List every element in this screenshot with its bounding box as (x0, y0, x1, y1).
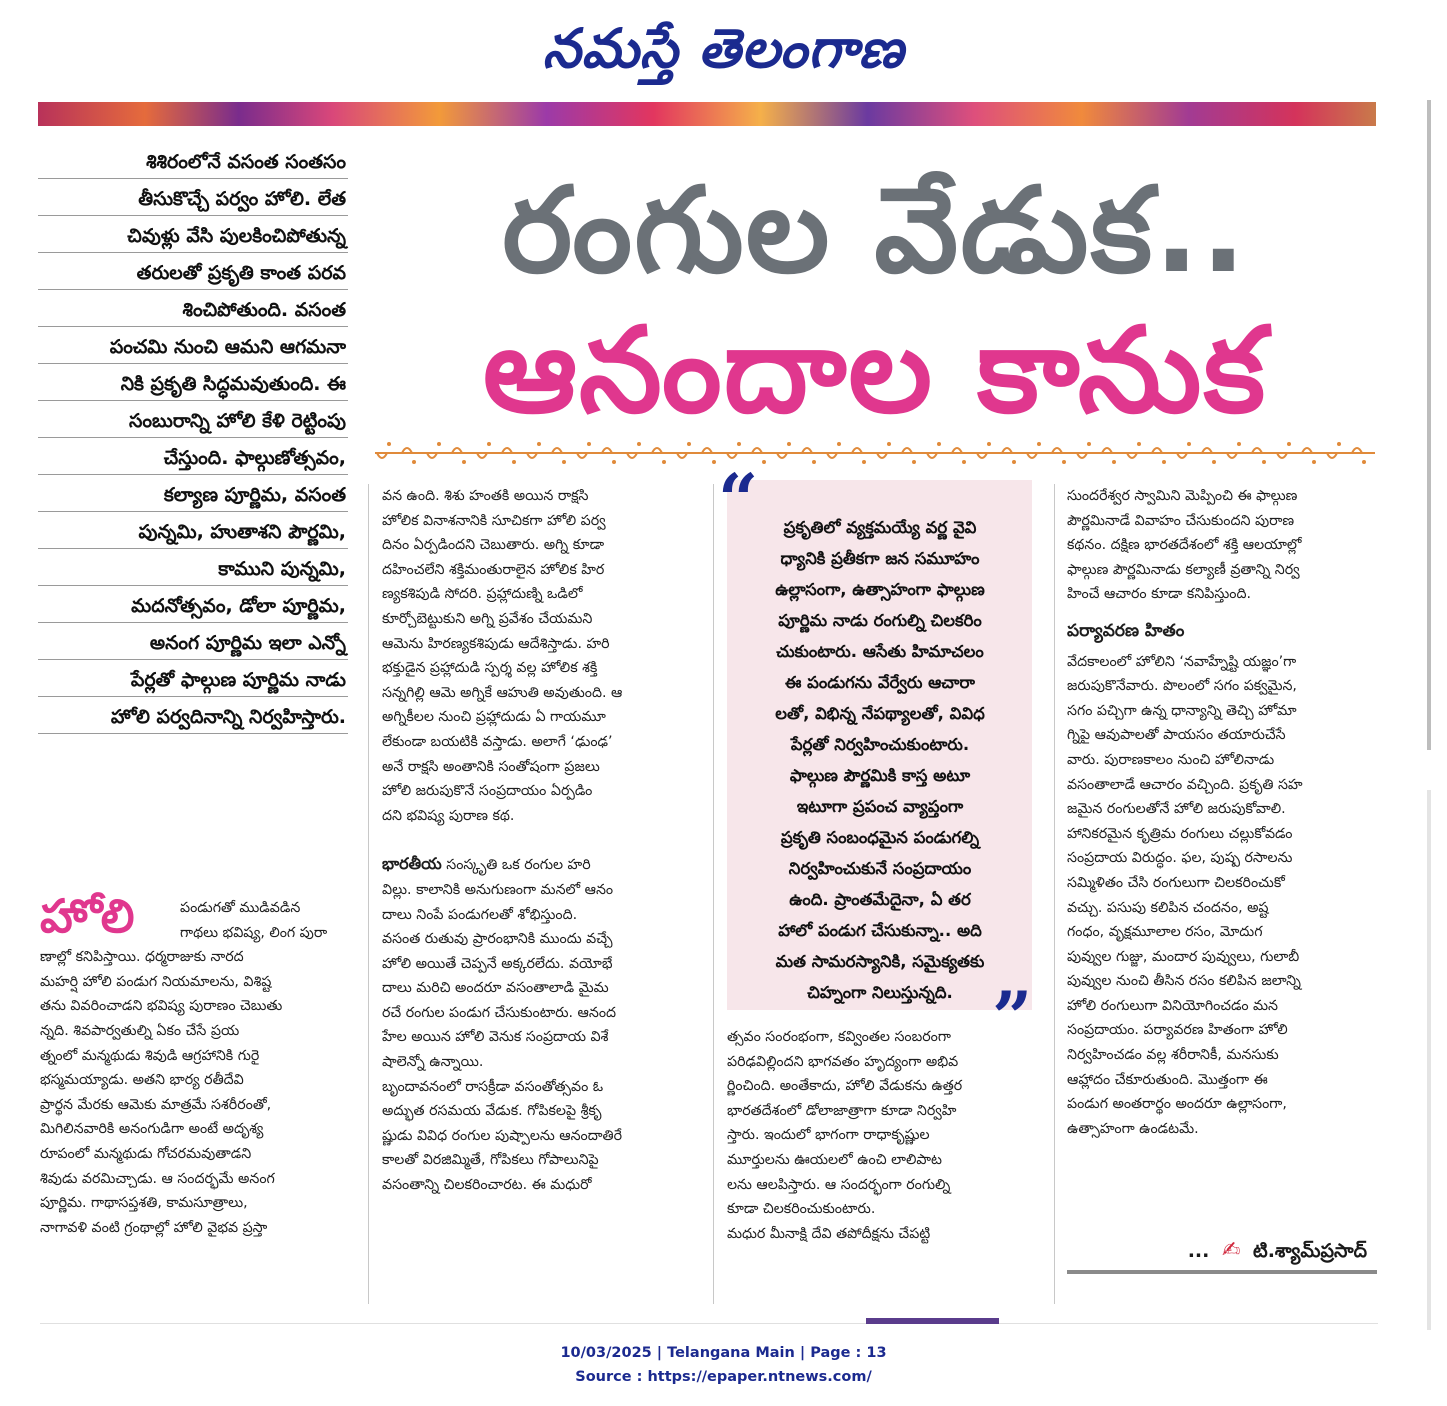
intro-line: పున్నమి, హుతాశని పౌర్ణమి, (38, 516, 348, 549)
intro-line: కల్యాణ పూర్ణిమ, వసంత (38, 479, 348, 512)
article-column-4 (1067, 484, 1377, 1141)
ornament-border (375, 440, 1375, 466)
article-line: రచే రంగుల పండుగ చేసుకుంటారు. ఆనంద (382, 1004, 617, 1021)
article-line: పౌర్ణమినాడే వివాహం చేసుకుందని పురాణ (1067, 512, 1295, 529)
article-line: సంప్రదాయ విరుద్ధం. ఫల, పుష్ప రసాలను (1067, 850, 1293, 867)
pen-icon: ✍ (1221, 1238, 1241, 1263)
article-line: మధుర మీనాక్షి దేవి తపోదీక్షను చేపట్టి (727, 1225, 931, 1242)
pull-quote-text (740, 512, 1020, 1008)
intro-line: చివుళ్లు వేసి పులకించిపోతున్న (38, 220, 348, 253)
quote-line: ప్రకృతి సంబంధమైన పండుగల్ని (780, 828, 980, 847)
intro-line: పంచమి నుంచి ఆమని ఆగమనా (38, 331, 348, 364)
article-line: దాలు నింపే పండుగలతో శోభిస్తుంది. (382, 906, 578, 923)
article-line: లేకుండా బయటికి వస్తాడు. అలాగే ‘ఢుంఢ’ (382, 733, 613, 750)
article-line: గాథలు భవిష్య, లింగ పురా (180, 924, 328, 941)
ornament-dot (512, 460, 516, 464)
quote-line: ఈ పండుగను వేర్వేరు ఆచారా (785, 673, 975, 692)
article-line: వన ఉంది. శిశు హంతకి అయిన రాక్షసి (382, 488, 589, 504)
ornament-dot (962, 460, 966, 464)
quote-line: ఉంది. ప్రాంతమేదైనా, ఏ తర (789, 890, 971, 909)
ornament-dot (787, 442, 791, 446)
article-column-2 (382, 484, 702, 1198)
quote-line: చుకుంటారు. ఆసేతు హిమాచలం (776, 642, 984, 661)
article-line: పువ్వుల నుంచి తీసిన రసం కలిపిన జలాన్ని (1067, 973, 1301, 990)
ornament-dot (487, 442, 491, 446)
ornament-dot (912, 460, 916, 464)
quote-line: హాలో పండుగ చేసుకున్నా.. అది (778, 921, 982, 940)
article-line: ష్ణుడు వివిధ రంగుల పుష్పాలను ఆనందాతిరే (382, 1127, 623, 1144)
ornament-dot (862, 460, 866, 464)
article-line: దని భవిష్య పురాణ కథ. (382, 807, 515, 824)
quote-line: మత సామరస్యానికి, సమైక్యతకు (775, 952, 985, 971)
column-divider (368, 484, 369, 1304)
quote-line: లతో, విభిన్న నేపథ్యాలతో, వివిధ (775, 704, 985, 723)
intro-line: మదనోత్సవం, డోలా పూర్ణిమ, (38, 590, 348, 623)
intro-line: హోలి పర్వదినాన్ని నిర్వహిస్తారు. (38, 701, 348, 734)
article-line: షాలెన్నో ఉన్నాయి. (382, 1054, 484, 1071)
color-banner (38, 102, 1376, 126)
article-line: నిర్వహించడం వల్ల శరీరానికీ, మనసుకు (1067, 1047, 1279, 1064)
ornament-dot (1262, 460, 1266, 464)
intro-line: శించిపోతుంది. వసంత (38, 294, 348, 327)
article-line: దినం ఏర్పడిందని చెబుతారు. అగ్ని కూడా (382, 537, 605, 554)
article-line: కూడా చిలకరించుకుంటారు. (727, 1201, 876, 1218)
article-line: గంధం, వృక్షమూలాల రసం, మోదుగ (1067, 924, 1263, 941)
article-line: హోలి అయితే చెప్పనే అక్కరలేదు. వయోభే (382, 955, 613, 972)
intro-column (38, 146, 348, 738)
footer (0, 1341, 1447, 1389)
ornament-dot (1337, 442, 1341, 446)
article-line: అగ్నికీలల నుంచి ప్రహ్లాదుడు ఏ గాయమూ (382, 709, 606, 726)
ornament-dot (1087, 442, 1091, 446)
footer-mark (866, 1318, 999, 1324)
article-line: ణ్యకశిపుడి సోదరి. ప్రహ్లాదుణ్ని ఒడిలో (382, 586, 583, 603)
quote-line: నిర్వహించుకునే సంప్రదాయం (788, 859, 972, 878)
footer-source: Source : https://epaper.ntnews.com/ (575, 1369, 872, 1385)
ornament-dot (1012, 460, 1016, 464)
ornament-dot (837, 442, 841, 446)
article-column-3 (727, 1025, 1049, 1246)
quote-line: ధ్యానికి ప్రతీకగా జన సమూహం (780, 549, 980, 568)
article-line: హోలి జరుపుకొనే సంప్రదాయం ఏర్పడిం (382, 783, 593, 800)
intro-line: కాముని పున్నమి, (38, 553, 348, 586)
article-line: ణాల్లో కనిపిస్తాయి. ధర్మరాజుకు నారద (40, 949, 244, 966)
article-line: భస్మమయ్యాడు. అతని భార్య రతీదేవి (40, 1072, 244, 1089)
article-line: త్నంలో మన్మథుడు శివుడి ఆగ్రహానికి గురై (40, 1047, 260, 1064)
article-line: ఆహ్లాదం చేకూరుతుంది. మొత్తంగా ఈ (1067, 1071, 1268, 1088)
article-line: సగం పచ్చిగా ఉన్న ధాన్యాన్ని తెచ్చి హోమా (1067, 702, 1297, 719)
ornament-dot (1037, 442, 1041, 446)
page-edge-rule (1427, 100, 1447, 750)
article-line: విల్లు. కాలానికి అనుగుణంగా మనలో ఆనం (382, 881, 614, 898)
ornament-dot (637, 442, 641, 446)
article-line: కాలతో విరజిమ్మితే, గోపికలు గోపాలునిపై (382, 1152, 599, 1169)
quote-line: ఇటూగా ప్రపంచ వ్యాప్తంగా (796, 797, 964, 816)
subhead-rest: సంస్కృతి ఒక రంగుల హరి (441, 857, 591, 874)
article-line: జరుపుకొనేవారు. పొలంలో సగం పక్వమైన, (1067, 678, 1297, 695)
article-line: హేల అయిన హోలి వెనుక సంప్రదాయ విశే (382, 1029, 609, 1046)
article-line: పువ్వుల గుజ్జు, మందార పువ్వులు, గులాబీ (1067, 948, 1300, 965)
article-line: పండుగతో ముడివడిన (180, 900, 301, 916)
article-line: హోలి రంగులుగా వినియోగించడం మన (1067, 997, 1279, 1014)
intro-line: పేర్లతో ఫాల్గుణ పూర్ణిమ నాడు (38, 664, 348, 697)
article-line: గ్నిపై ఆవుపాలతో పాయసం తయారుచేసే (1067, 727, 1286, 744)
ornament-dot (1112, 460, 1116, 464)
ornament-dot (537, 442, 541, 446)
intro-line: చేస్తుంది. ఫాల్గుణోత్సవం, (38, 442, 348, 475)
ornament-dot (587, 442, 591, 446)
intro-line: తరులతో ప్రకృతి కాంత పరవ (38, 257, 348, 290)
dropcap: హోలి (40, 889, 135, 943)
article-line: పరిఢవిల్లిందని భాగవతం హృద్యంగా అభివ (727, 1053, 959, 1070)
article-line: ఉత్సాహంగా ఉండటమే. (1067, 1120, 1199, 1137)
newspaper-title: నమస్తే తెలంగాణ (542, 16, 905, 80)
article-line: త్సవం సంరంభంగా, కవ్వింతల సంబరంగా (727, 1029, 951, 1045)
article-line: ర్ణించింది. అంతేకాదు, హోలి వేడుకను ఉత్తర (727, 1078, 963, 1095)
masthead (0, 8, 1447, 88)
intro-line: అనంగ పూర్ణిమ ఇలా ఎన్నో (38, 627, 348, 660)
article-line: బృందావనంలో రాసక్రీడా వసంతోత్సవం ఓ (382, 1078, 604, 1095)
ornament-dot (1287, 442, 1291, 446)
footer-rule (40, 1323, 1378, 1324)
quote-line: పూర్ణిమ నాడు రంగుల్ని చిలకరిం (778, 611, 982, 630)
intro-line: శిశిరంలోనే వసంత సంతసం (38, 146, 348, 179)
article-line: భారతదేశంలో డోలాజాత్రాగా కూడా నిర్వహి (727, 1102, 957, 1119)
article-line: నాగావళి వంటి గ్రంథాల్లో హోలి వైభవ ప్రస్తా (40, 1219, 268, 1236)
article-line: భక్తుడైన ప్రహ్లాదుడి స్పర్శ వల్ల హోలిక శక్తి (382, 660, 598, 677)
article-line: సుందరేశ్వర స్వామిని మెప్పించి ఈ ఫాల్గుణ (1067, 488, 1298, 504)
byline-author: టి.శ్యామ్‌ప్రసాద్ (1253, 1240, 1367, 1262)
ornament-dot (812, 460, 816, 464)
ornament-dot (1362, 460, 1366, 464)
ornament-dot (612, 460, 616, 464)
quote-close-icon: ” (992, 976, 1033, 1059)
ornament-dot (1237, 442, 1241, 446)
byline (1067, 1234, 1377, 1274)
intro-line: సంబురాన్ని హోలి కేళి రెట్టింపు (38, 405, 348, 438)
page-edge-rule-lower (1427, 790, 1447, 1330)
article-line: వారు. పురాణకాలం నుంచి హోలినాడు (1067, 751, 1275, 768)
ornament-dot (712, 460, 716, 464)
column-divider (713, 484, 714, 1304)
article-line: లను ఆలపిస్తారు. ఆ సందర్భంగా రంగుల్ని (727, 1176, 951, 1193)
byline-prefix: ... (1187, 1240, 1210, 1262)
article-line: దహించలేని శక్తిమంతురాలైన హోలిక హిర (382, 561, 605, 578)
article-line: హోలిక వినాశనానికి సూచికగా హోలి పర్వ (382, 512, 606, 529)
article-line: సమ్మిళితం చేసి రంగులుగా చిలకరించుకో (1067, 874, 1285, 891)
article-line: సంప్రదాయం. పర్యావరణ హితంగా హోలి (1067, 1022, 1288, 1039)
article-line: పూర్ణిమ. గాథాసప్తశతి, కామసూత్రాలు, (40, 1195, 248, 1212)
article-line: మహర్షి హోలి పండుగ నియమాలను, విశిష్ట (40, 973, 272, 990)
ornament-dot (887, 442, 891, 446)
quote-line: ప్రకృతిలో వ్యక్తమయ్యే వర్ణ వైవి (783, 518, 977, 537)
ornament-dot (1062, 460, 1066, 464)
article-line: వచ్చు. పసుపు కలిపిన చందనం, అష్ట (1067, 899, 1269, 916)
ornament-dot (562, 460, 566, 464)
ornament-dot (737, 442, 741, 446)
ornament-dot (1162, 460, 1166, 464)
article-line: ఆమెను హిరణ్యకశిపుడు ఆదేశిస్తాడు. హరి (382, 635, 610, 652)
quote-open-icon: “ (718, 458, 759, 541)
article-column-1 (40, 896, 358, 1240)
article-line: జమైన రంగులతోనే హోలి జరుపుకోవాలి. (1067, 801, 1286, 818)
section-title: పర్యావరణ హితం (1067, 620, 1185, 641)
article-line: వసంతాన్ని చిలకరించారట. ఈ మధురో (382, 1177, 592, 1194)
quote-line: ఉల్లాసంగా, ఉత్సాహంగా ఫాల్గుణ (775, 580, 985, 599)
article-line: సన్నగిల్లి ఆమె అగ్నికే ఆహుతి అవుతుంది. ఆ (382, 684, 623, 701)
article-line: ఫాల్గుణ పౌర్ణమినాడు కల్యాణీ వ్రతాన్ని నిర్వ (1067, 561, 1300, 578)
intro-line: తీసుకొచ్చే పర్వం హోలి. లేత (38, 183, 348, 216)
ornament-dot (662, 460, 666, 464)
column-divider (1054, 484, 1055, 1304)
article-line: వసంతాలాడే ఆచారం వచ్చింది. ప్రకృతి సహ (1067, 776, 1303, 793)
quote-line: చిహ్నంగా నిలుస్తున్నది. (807, 983, 953, 1002)
ornament-dot (387, 442, 391, 446)
article-line: అద్భుత రసమయ వేడుక. గోపికలపై శ్రీకృ (382, 1103, 602, 1120)
article-line: శివుడు వరమిచ్చాడు. ఆ సందర్భమే అనంగ (40, 1170, 275, 1187)
article-line: కథనం. దక్షిణ భారతదేశంలో శక్తి ఆలయాల్లో (1067, 537, 1302, 554)
ornament-dot (1212, 460, 1216, 464)
ornament-dot (987, 442, 991, 446)
ornament-dot (1137, 442, 1141, 446)
ornament-dot (762, 460, 766, 464)
article-line: న్నది. శివపార్వతుల్ని ఏకం చేసే ప్రయ (40, 1022, 240, 1039)
article-line: ప్రార్థన మేరకు ఆమెకు మాత్రమే సశరీరంతో, (40, 1096, 272, 1113)
ornament-dot (1312, 460, 1316, 464)
article-line: వసంత రుతువు ప్రారంభానికి ముందు వచ్చే (382, 931, 613, 948)
subhead-word: భారతీయ (382, 854, 442, 874)
article-line: రూపంలో మన్మథుడు గోచరమవుతాడని (40, 1145, 252, 1162)
article-line: అనే రాక్షసి అంతానికి సంతోషంగా ప్రజలు (382, 758, 600, 775)
quote-line: ఫాల్గుణ పౌర్ణమికి కాస్త అటూ (789, 766, 971, 785)
headline-line-1: రంగుల వేడుక.. (502, 161, 1248, 299)
article-line: వేదకాలంలో హోలిని ‘నవాహ్నేష్టి యజ్ఞం’గా (1067, 653, 1297, 670)
ornament-dot (462, 460, 466, 464)
intro-line: నికి ప్రకృతి సిద్ధమవుతుంది. ఈ (38, 368, 348, 401)
quote-line: పేర్లతో నిర్వహించుకుంటారు. (790, 735, 970, 754)
footer-date-page: 10/03/2025 | Telangana Main | Page : 13 (560, 1345, 887, 1361)
article-line: తను వివరించాడని భవిష్య పురాణం చెబుతు (40, 998, 283, 1015)
article-line: కూర్చోబెట్టుకుని అగ్ని ప్రవేశం చేయమని (382, 610, 593, 627)
ornament-dot (437, 442, 441, 446)
article-line: హించే ఆచారం కూడా కనిపిస్తుంది. (1067, 586, 1251, 603)
article-line: దాలు మరిచి అందరూ వసంతాలాడి మైమ (382, 980, 609, 997)
ornament-dot (937, 442, 941, 446)
article-line: హానికరమైన కృత్రిమ రంగులు చల్లుకోవడం (1067, 825, 1293, 842)
article-line: పండుగ అంతరార్థం అందరూ ఉల్లాసంగా, (1067, 1096, 1287, 1113)
ornament-dot (687, 442, 691, 446)
article-line: మూర్తులను ఊయలలో ఉంచి లాలిపాట (727, 1151, 942, 1168)
ornament-dot (1187, 442, 1191, 446)
subhead-line (382, 852, 702, 878)
article-line: స్తారు. ఇందులో భాగంగా రాధాకృష్ణుల (727, 1127, 930, 1144)
article-line: మిగిలినవారికి అనంగుడిగా అంటే అదృశ్య (40, 1121, 264, 1138)
headline-line-2: ఆనందాల కానుక (482, 301, 1268, 439)
ornament-dot (412, 460, 416, 464)
